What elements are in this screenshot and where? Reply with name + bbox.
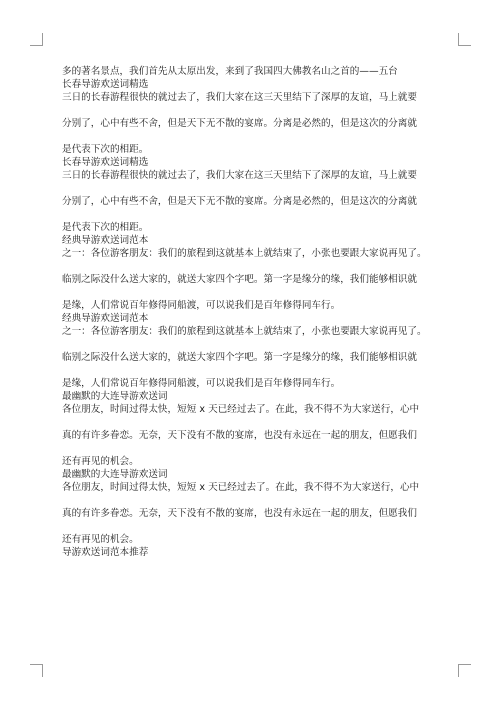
paragraph-line: 临别之际没什么送大家的，就送大家四个字吧。第一字是缘分的缘，我们能够相识就	[62, 352, 417, 363]
paragraph-line: 之一：各位游客朋友：我们的旅程到这就基本上就结束了，小张也要跟大家说再见了。	[62, 248, 427, 259]
section-heading: 经典导游欢送词范本	[62, 313, 149, 324]
paragraph-line: 三日的长春游程很快的就过去了，我们大家在这三天里结下了深厚的友谊，马上就要	[62, 92, 417, 103]
crop-mark-top-right	[458, 33, 471, 46]
paragraph-line: 各位朋友，时间过得太快，短短 x 天已经过去了。在此，我不得不为大家送行，心中	[62, 404, 420, 415]
document-body	[62, 65, 454, 559]
paragraph-line: 临别之际没什么送大家的，就送大家四个字吧。第一字是缘分的缘，我们能够相识就	[62, 274, 417, 285]
crop-mark-bottom-left	[30, 664, 43, 677]
paragraph-line: 还有再见的机会。	[62, 456, 139, 467]
crop-mark-bottom-right	[458, 664, 471, 677]
paragraph-line: 真的有许多眷恋。无奈，天下没有不散的宴席，也没有永远在一起的朋友，但愿我们	[62, 430, 417, 441]
paragraph-line: 各位朋友，时间过得太快，短短 x 天已经过去了。在此，我不得不为大家送行，心中	[62, 482, 420, 493]
section-heading: 长春导游欢送词精选	[62, 157, 149, 168]
paragraph-line: 还有再见的机会。	[62, 534, 139, 545]
paragraph-line: 真的有许多眷恋。无奈，天下没有不散的宴席，也没有永远在一起的朋友，但愿我们	[62, 508, 417, 519]
paragraph-line: 分别了，心中有些不舍，但是天下无不散的宴席。分离是必然的，但是这次的分离就	[62, 118, 417, 129]
paragraph-line: 分别了，心中有些不舍，但是天下无不散的宴席。分离是必然的，但是这次的分离就	[62, 196, 417, 207]
crop-mark-top-left	[30, 33, 43, 46]
paragraph-line: 是缘，人们常说百年修得同船渡，可以说我们是百年修得同车行。	[62, 378, 341, 389]
section-heading: 最幽默的大连导游欢送词	[62, 469, 168, 480]
paragraph-line: 三日的长春游程很快的就过去了，我们大家在这三天里结下了深厚的友谊，马上就要	[62, 170, 417, 181]
section-heading: 经典导游欢送词范本	[62, 235, 149, 246]
paragraph-line: 是代表下次的相距。	[62, 222, 149, 233]
paragraph-line: 是缘，人们常说百年修得同船渡，可以说我们是百年修得同车行。	[62, 300, 341, 311]
section-heading: 导游欢送词范本推荐	[62, 547, 149, 558]
section-heading: 最幽默的大连导游欢送词	[62, 391, 168, 402]
section-heading: 长春导游欢送词精选	[62, 79, 149, 90]
paragraph-line: 是代表下次的相距。	[62, 144, 149, 155]
paragraph-line: 之一：各位游客朋友：我们的旅程到这就基本上就结束了，小张也要跟大家说再见了。	[62, 326, 427, 337]
paragraph-line: 多的著名景点，我们首先从太原出发，来到了我国四大佛教名山之首的——五台	[62, 66, 398, 77]
